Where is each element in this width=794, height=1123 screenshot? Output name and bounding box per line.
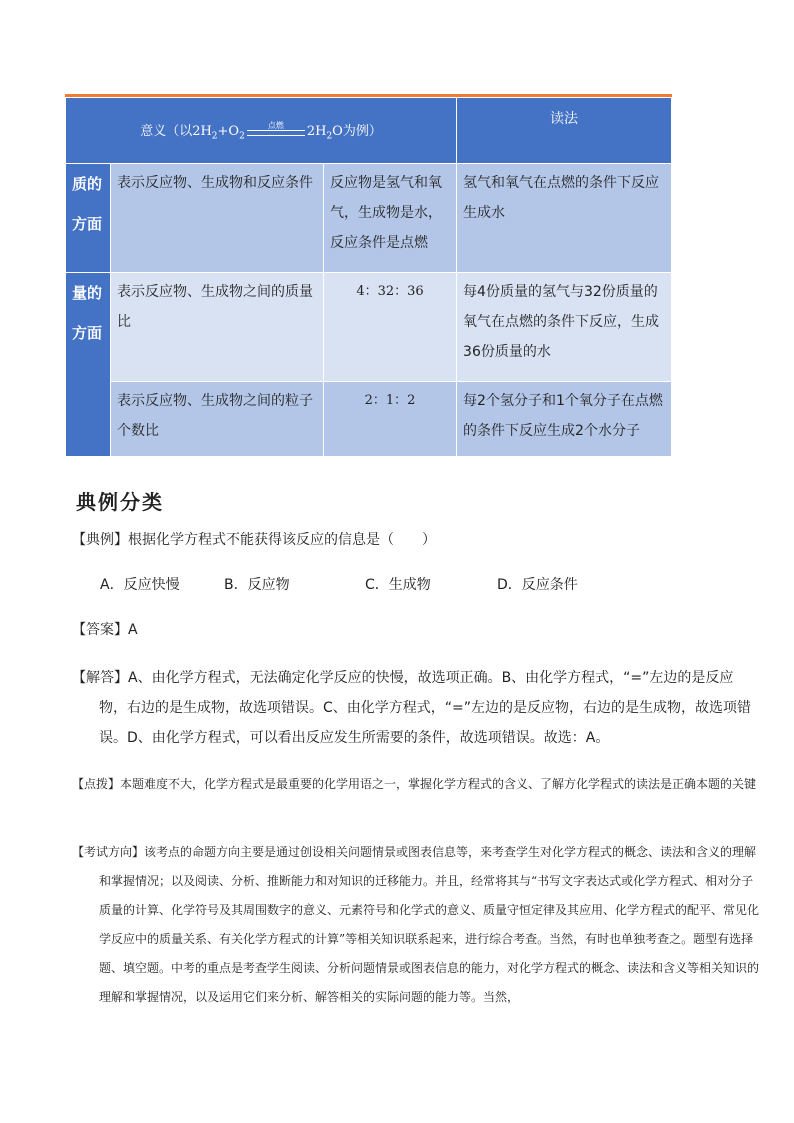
table-row (66, 382, 672, 457)
category-quantitative: 量的方面 (66, 273, 111, 457)
option-d: D．反应条件 (497, 577, 578, 593)
tip-tag: 【点拨】 (72, 777, 121, 791)
reaction-condition-sign: 点燃 (247, 121, 305, 142)
cell-meaning: 表示反应物、生成物之间的粒子个数比 (111, 382, 324, 457)
question-tag: 【典例】 (72, 532, 128, 548)
cell-particle-ratio: 2：1：2 (324, 382, 457, 457)
cell-reading: 氢气和氧气在点燃的条件下反应生成水 (457, 164, 672, 273)
analysis-paragraph (72, 663, 759, 753)
tip-text: 本题难度不大，化学方程式是最重要的化学用语之一，掌握化学方程式的含义、了解方化学程式的读法是正确本题的关键 (120, 777, 757, 791)
answer-tag: 【答案】 (72, 622, 128, 638)
header-meaning-cell: 意义（以$2H_2+O_2$ 点燃 $2H_2O$为例） (66, 98, 457, 164)
cell-example: 反应物是氢气和氧气，生成物是水，反应条件是点燃 (324, 164, 457, 273)
example-question (72, 528, 712, 552)
cell-mass-ratio: 4：32：36 (324, 273, 457, 382)
category-qualitative: 质的方面 (66, 164, 111, 273)
table-row (66, 164, 672, 273)
table-row (66, 273, 672, 382)
cell-reading: 每2个氢分子和1个氧分子在点燃的条件下反应生成2个水分子 (457, 382, 672, 457)
header-reading-cell: 读法 (457, 98, 672, 164)
analysis-text: A、由化学方程式，无法确定化学反应的快慢，故选项正确。B、由化学方程式，“=”左边的是反应物，右边的是生成物，故选项错误。C、由化学方程式，“=”左边的是反应物，右边的是生成物，故选项错误。D、由化学方程式，可以看出反应发生所需要的条件，故选项错误。故选：A。 (99, 670, 752, 746)
option-a: A．反应快慢 (100, 577, 180, 593)
section-title: 典例分类 (76, 490, 164, 514)
exam-tag: 【考试方向】 (72, 845, 145, 859)
answer-value: A (128, 622, 138, 638)
answer-line (72, 618, 138, 642)
exam-direction-paragraph (72, 838, 759, 1012)
question-text: 根据化学方程式不能获得该反应的信息是（ ） (128, 532, 436, 548)
option-c: C．生成物 (365, 577, 431, 593)
cell-meaning: 表示反应物、生成物和反应条件 (111, 164, 324, 273)
cell-reading: 每4份质量的氢气与32份质量的氧气在点燃的条件下反应，生成36份质量的水 (457, 273, 672, 382)
option-b: B．反应物 (224, 577, 290, 593)
exam-text: 该考点的命题方向主要是通过创设相关问题情景或图表信息等，来考查学生对化学方程式的概念、读法和含义的理解和掌握情况；以及阅读、分析、推断能力和对知识的迁移能力。并且，经常将其与“书写文字表达式或化学方程式、相对分子质量的计算、化学符号及其周围数字的意义、元素符号和化学式的意义、质量守恒定律及其应用、化学方程式的配平、常见化学反应中的质量关系、有关化学方程式的计算”等相关知识联系起来，进行综合考查。当然，有时也单独考查之。题型有选择题、填空题。中考的重点是考查学生阅读、分析问题情景或图表信息的能力，对化学方程式的概念、读法和含义等相关知识的理解和掌握情况，以及运用它们来分析、解答相关的实际问题的能力等。当然， (99, 845, 760, 1004)
analysis-tag: 【解答】 (72, 670, 128, 686)
equation-meaning-table (65, 97, 672, 457)
tip-paragraph (72, 770, 759, 798)
table-header-row (66, 98, 672, 164)
cell-meaning: 表示反应物、生成物之间的质量比 (111, 273, 324, 382)
